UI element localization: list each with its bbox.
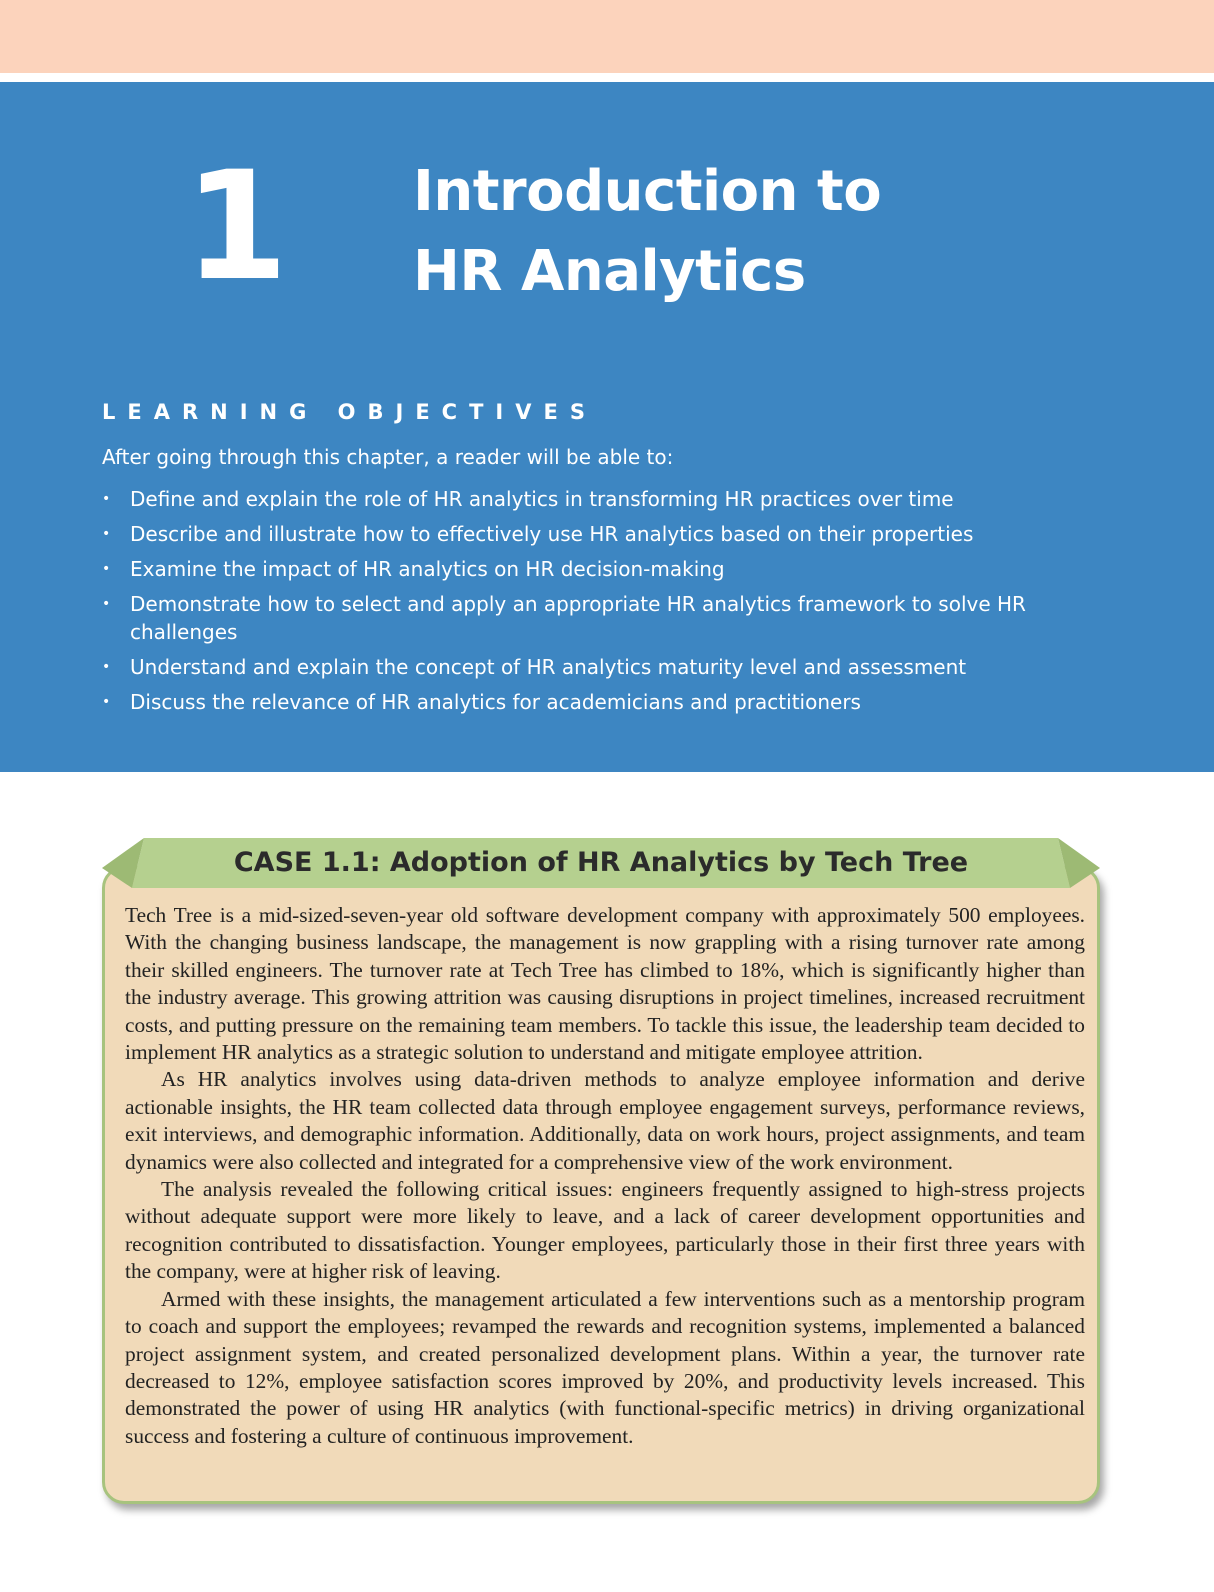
bullet-icon: • [102, 491, 111, 507]
case-paragraph: As HR analytics involves using data-driven methods to analyze employee information and derive actionable insights, the HR team collected data through employee engagement surveys, performance reviews, exit interviews, and demographic information. Additionally, data on work hours, project assignments, and team dynamics were also collected and integrated for a comprehensive view of the work environment. [125, 1067, 1085, 1174]
case-title: CASE 1.1: Adoption of HR Analytics by Tech Tree [233, 847, 969, 878]
learning-objective-item [102, 688, 1062, 716]
case-paragraph: The analysis revealed the following critical issues: engineers frequently assigned to high-stress projects without adequate support were more likely to leave, and a lack of career development opportunities and recognition contributed to dissatisfaction. Younger employees, particularly those in their first three years with the company, were at higher risk of leaving. [125, 1177, 1085, 1284]
bullet-icon: • [102, 694, 111, 710]
learning-objectives-heading: LEARNING OBJECTIVES [102, 400, 597, 424]
learning-objective-text: Describe and illustrate how to effectively use HR analytics based on their properties [130, 522, 974, 546]
case-title-banner [102, 838, 1100, 888]
bullet-icon: • [102, 596, 111, 612]
learning-objective-text: Discuss the relevance of HR analytics for academicians and practitioners [130, 690, 861, 714]
chapter-title [413, 152, 881, 312]
chapter-title-line-2: HR Analytics [413, 239, 806, 304]
learning-objectives-list [102, 485, 1062, 723]
learning-objective-text: Define and explain the role of HR analytics in transforming HR practices over time [130, 487, 954, 511]
bullet-icon: • [102, 659, 111, 675]
case-paragraph: Tech Tree is a mid-sized-seven-year old software development company with approximately 500 employees. With the changing business landscape, the management is now grappling with a rising turnover rate among their skilled engineers. The turnover rate at Tech Tree has climbed to 18%, which is significantly higher than the industry average. This growing attrition was causing disruptions in project timelines, increased recruitment costs, and putting pressure on the remaining team members. To tackle this issue, the leadership team decided to implement HR analytics as a strategic solution to understand and mitigate employee attrition. [125, 903, 1085, 1065]
learning-objective-item [102, 485, 1062, 513]
learning-objective-item [102, 653, 1062, 681]
learning-objective-text: Examine the impact of HR analytics on HR decision-making [130, 557, 725, 581]
bullet-icon: • [102, 561, 111, 577]
learning-objective-text: Demonstrate how to select and apply an appropriate HR analytics framework to solve HR challenges [130, 592, 1026, 644]
learning-objective-text: Understand and explain the concept of HR analytics maturity level and assessment [130, 655, 967, 679]
chapter-number: 1 [184, 140, 285, 314]
bullet-icon: • [102, 526, 111, 542]
case-paragraph: Armed with these insights, the management articulated a few interventions such as a mentorship program to coach and support the employees; revamped the rewards and recognition systems, implemented a balanced project assignment system, and created personalized development plans. Within a year, the turnover rate decreased to 12%, employee satisfaction scores improved by 20%, and productivity levels increased. This demonstrated the power of using HR analytics (with functional-specific metrics) in driving organizational success and fostering a culture of continuous improvement. [125, 1286, 1085, 1448]
top-color-band [0, 0, 1214, 73]
chapter-title-line-1: Introduction to [413, 159, 882, 224]
case-body [125, 902, 1085, 1450]
learning-objectives-intro: After going through this chapter, a reader will be able to: [102, 445, 674, 469]
chapter-header-panel [0, 82, 1214, 772]
learning-objective-item [102, 520, 1062, 548]
learning-objective-item [102, 555, 1062, 583]
learning-objective-item [102, 590, 1062, 646]
